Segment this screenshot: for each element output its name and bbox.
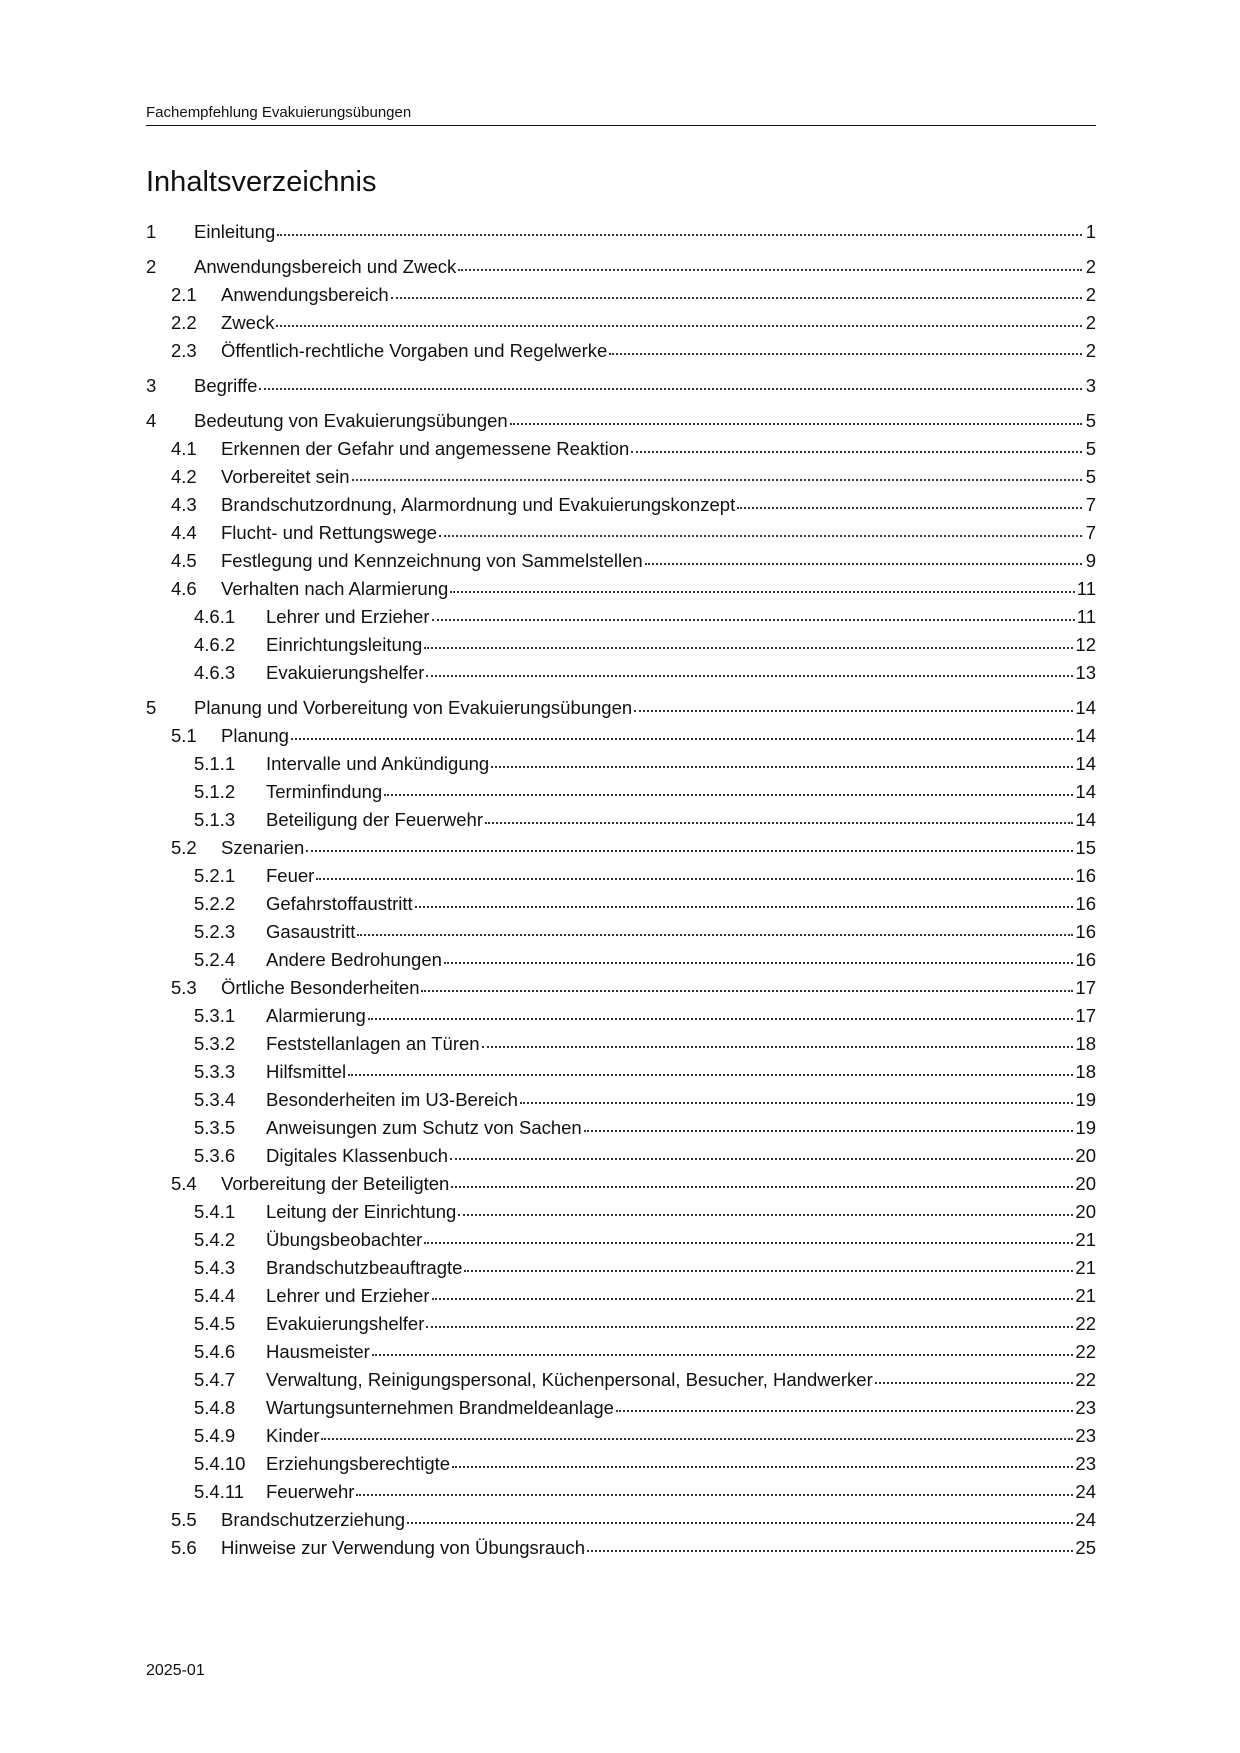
toc-entry-number: 2 xyxy=(146,256,157,277)
toc-entry[interactable] xyxy=(146,309,1096,337)
toc-dot-leader xyxy=(450,579,1074,593)
toc-dot-leader xyxy=(291,726,1074,740)
toc-entry-label[interactable]: Beteiligung der Feuerwehr xyxy=(266,809,483,830)
toc-dot-leader xyxy=(424,635,1073,649)
toc-entry[interactable] xyxy=(146,435,1096,463)
toc-entry-number: 5.3.1 xyxy=(194,1005,236,1026)
toc-entry-page-number: 20 xyxy=(1075,1173,1096,1194)
toc-entry-label[interactable]: Verhalten nach Alarmierung xyxy=(221,578,449,599)
toc-entry[interactable] xyxy=(146,806,1096,834)
toc-entry-label[interactable]: Brandschutzbeauftragte xyxy=(266,1257,463,1278)
toc-dot-leader xyxy=(464,1258,1073,1272)
toc-entry[interactable] xyxy=(146,1002,1096,1030)
toc-entry[interactable] xyxy=(146,750,1096,778)
toc-entry[interactable] xyxy=(146,1310,1096,1338)
toc-entry-number: 4.2 xyxy=(171,466,197,487)
toc-entry[interactable] xyxy=(146,372,1096,400)
toc-entry-page-number: 22 xyxy=(1075,1313,1096,1334)
toc-entry-page-number: 25 xyxy=(1075,1537,1096,1558)
toc-dot-leader xyxy=(426,663,1073,677)
toc-entry-number: 4.1 xyxy=(171,438,197,459)
toc-entry-label[interactable]: Anwendungsbereich xyxy=(221,284,389,305)
toc-entry[interactable] xyxy=(146,694,1096,722)
toc-entry-number: 4.6.2 xyxy=(194,634,236,655)
toc-entry-label[interactable]: Feuerwehr xyxy=(266,1481,355,1502)
toc-dot-leader xyxy=(432,607,1075,621)
toc-dot-leader xyxy=(357,922,1073,936)
toc-entry-label[interactable]: Feststellanlagen an Türen xyxy=(266,1033,480,1054)
toc-entry-page-number: 2 xyxy=(1085,284,1096,305)
toc-entry-number: 5.4.5 xyxy=(194,1313,236,1334)
toc-entry-page-number: 16 xyxy=(1075,921,1096,942)
toc-entry-page-number: 23 xyxy=(1075,1453,1096,1474)
toc-entry[interactable] xyxy=(146,1282,1096,1310)
toc-entry-page-number: 5 xyxy=(1085,438,1096,459)
toc-entry[interactable] xyxy=(146,659,1096,687)
toc-entry-label[interactable]: Vorbereitung der Beteiligten xyxy=(221,1173,450,1194)
toc-entry[interactable] xyxy=(146,1478,1096,1506)
toc-entry-page-number: 15 xyxy=(1075,837,1096,858)
toc-dot-leader xyxy=(407,1510,1073,1524)
toc-entry-page-number: 20 xyxy=(1075,1145,1096,1166)
toc-dot-leader xyxy=(259,376,1082,390)
toc-entry-number: 5.4.4 xyxy=(194,1285,236,1306)
toc-entry-page-number: 13 xyxy=(1075,662,1096,683)
toc-dot-leader xyxy=(510,411,1082,425)
toc-entry[interactable] xyxy=(146,1086,1096,1114)
toc-dot-leader xyxy=(587,1538,1073,1552)
toc-entry-number: 5.1 xyxy=(171,725,197,746)
toc-entry-label[interactable]: Begriffe xyxy=(194,375,258,396)
toc-entry[interactable] xyxy=(146,918,1096,946)
toc-dot-leader xyxy=(482,1034,1074,1048)
toc-entry-page-number: 2 xyxy=(1085,256,1096,277)
toc-dot-leader xyxy=(452,1454,1073,1468)
toc-dot-leader xyxy=(384,782,1073,796)
toc-entry-number: 5.2.4 xyxy=(194,949,236,970)
toc-entry[interactable] xyxy=(146,778,1096,806)
toc-dot-leader xyxy=(645,551,1082,565)
toc-entry-number: 5.4.7 xyxy=(194,1369,236,1390)
toc-entry-label[interactable]: Evakuierungshelfer xyxy=(266,662,425,683)
toc-dot-leader xyxy=(277,222,1082,236)
table-of-contents xyxy=(146,218,1096,1562)
toc-entry[interactable] xyxy=(146,253,1096,281)
toc-entry-number: 1 xyxy=(146,221,157,242)
toc-entry[interactable] xyxy=(146,1450,1096,1478)
toc-entry-page-number: 14 xyxy=(1075,753,1096,774)
toc-entry-label[interactable]: Kinder xyxy=(266,1425,320,1446)
toc-entry-number: 5.2.2 xyxy=(194,893,236,914)
toc-entry[interactable] xyxy=(146,1114,1096,1142)
toc-entry[interactable] xyxy=(146,1142,1096,1170)
toc-entry-page-number: 22 xyxy=(1075,1369,1096,1390)
toc-entry-label[interactable]: Einrichtungsleitung xyxy=(266,634,423,655)
toc-entry-page-number: 12 xyxy=(1075,634,1096,655)
toc-entry-page-number: 24 xyxy=(1075,1509,1096,1530)
toc-entry-page-number: 1 xyxy=(1085,221,1096,242)
toc-entry-number: 5.3.4 xyxy=(194,1089,236,1110)
toc-entry-page-number: 18 xyxy=(1075,1033,1096,1054)
toc-entry-label[interactable]: Szenarien xyxy=(221,837,305,858)
toc-entry-page-number: 14 xyxy=(1075,809,1096,830)
toc-dot-leader xyxy=(316,866,1073,880)
toc-dot-leader xyxy=(584,1118,1074,1132)
toc-entry-label[interactable]: Flucht- und Rettungswege xyxy=(221,522,437,543)
toc-dot-leader xyxy=(458,1202,1073,1216)
toc-entry-label[interactable]: Alarmierung xyxy=(266,1005,366,1026)
toc-entry-label[interactable]: Öffentlich-rechtliche Vorgaben und Regelwerke xyxy=(221,340,608,361)
toc-dot-leader xyxy=(426,1314,1073,1328)
toc-entry-number: 2.1 xyxy=(171,284,197,305)
page-title: Inhaltsverzeichnis xyxy=(146,166,377,198)
toc-entry[interactable] xyxy=(146,974,1096,1002)
toc-entry-label[interactable]: Leitung der Einrichtung xyxy=(266,1201,457,1222)
toc-entry-number: 5.4.10 xyxy=(194,1453,246,1474)
toc-entry-number: 4.3 xyxy=(171,494,197,515)
toc-entry[interactable] xyxy=(146,407,1096,435)
toc-dot-leader xyxy=(634,698,1073,712)
toc-entry-page-number: 20 xyxy=(1075,1201,1096,1222)
toc-entry-label[interactable]: Digitales Klassenbuch xyxy=(266,1145,449,1166)
toc-entry-page-number: 14 xyxy=(1075,725,1096,746)
toc-entry-number: 2.2 xyxy=(171,312,197,333)
toc-entry-page-number: 23 xyxy=(1075,1425,1096,1446)
toc-entry[interactable] xyxy=(146,519,1096,547)
toc-entry-label[interactable]: Vorbereitet sein xyxy=(221,466,350,487)
toc-entry-number: 5 xyxy=(146,697,157,718)
toc-entry-label[interactable]: Planung und Vorbereitung von Evakuierungsübungen xyxy=(194,697,633,718)
toc-entry-label[interactable]: Planung xyxy=(221,725,289,746)
toc-entry[interactable] xyxy=(146,218,1096,246)
toc-entry-page-number: 7 xyxy=(1085,494,1096,515)
toc-entry-page-number: 18 xyxy=(1075,1061,1096,1082)
toc-dot-leader xyxy=(520,1090,1073,1104)
toc-entry-number: 2.3 xyxy=(171,340,197,361)
toc-dot-leader xyxy=(458,257,1082,271)
toc-entry-label[interactable]: Einleitung xyxy=(194,221,276,242)
toc-entry-number: 5.6 xyxy=(171,1537,197,1558)
toc-entry-number: 5.1.3 xyxy=(194,809,236,830)
toc-dot-leader xyxy=(451,1174,1073,1188)
toc-entry-number: 5.4.3 xyxy=(194,1257,236,1278)
toc-entry[interactable] xyxy=(146,1506,1096,1534)
toc-entry-page-number: 24 xyxy=(1075,1481,1096,1502)
toc-entry-page-number: 7 xyxy=(1085,522,1096,543)
toc-dot-leader xyxy=(352,467,1082,481)
toc-entry[interactable] xyxy=(146,722,1096,750)
toc-entry[interactable] xyxy=(146,575,1096,603)
toc-entry-page-number: 21 xyxy=(1075,1257,1096,1278)
toc-entry[interactable] xyxy=(146,1338,1096,1366)
toc-dot-leader xyxy=(616,1398,1073,1412)
toc-entry[interactable] xyxy=(146,1534,1096,1562)
toc-entry-page-number: 14 xyxy=(1075,781,1096,802)
toc-entry-number: 3 xyxy=(146,375,157,396)
toc-entry-number: 5.1.2 xyxy=(194,781,236,802)
toc-entry-label[interactable]: Hilfsmittel xyxy=(266,1061,347,1082)
toc-dot-leader xyxy=(368,1006,1074,1020)
toc-dot-leader xyxy=(450,1146,1073,1160)
toc-entry-label[interactable]: Erziehungsberechtigte xyxy=(266,1453,451,1474)
page-footer-date: 2025-01 xyxy=(146,1662,205,1679)
toc-entry-page-number: 11 xyxy=(1076,578,1096,599)
toc-entry-number: 4.6 xyxy=(171,578,197,599)
toc-entry-number: 5.3.5 xyxy=(194,1117,236,1138)
toc-entry-label[interactable]: Terminfindung xyxy=(266,781,383,802)
toc-entry-number: 5.5 xyxy=(171,1509,197,1530)
toc-dot-leader xyxy=(415,894,1074,908)
toc-entry-page-number: 17 xyxy=(1075,1005,1096,1026)
toc-entry-label[interactable]: Verwaltung, Reinigungspersonal, Küchenpersonal, Besucher, Handwerker xyxy=(266,1369,873,1390)
toc-entry[interactable] xyxy=(146,463,1096,491)
toc-dot-leader xyxy=(372,1342,1074,1356)
toc-entry-label[interactable]: Lehrer und Erzieher xyxy=(266,1285,430,1306)
toc-entry-label[interactable]: Anweisungen zum Schutz von Sachen xyxy=(266,1117,582,1138)
toc-dot-leader xyxy=(306,838,1073,852)
toc-dot-leader xyxy=(609,341,1082,355)
toc-entry-label[interactable]: Übungsbeobachter xyxy=(266,1229,423,1250)
toc-dot-leader xyxy=(321,1426,1073,1440)
toc-dot-leader xyxy=(432,1286,1074,1300)
toc-entry-label[interactable]: Besonderheiten im U3-Bereich xyxy=(266,1089,518,1110)
toc-dot-leader xyxy=(421,978,1073,992)
toc-entry-number: 5.2 xyxy=(171,837,197,858)
toc-entry[interactable] xyxy=(146,1366,1096,1394)
toc-entry-number: 5.2.1 xyxy=(194,865,236,886)
toc-entry-page-number: 21 xyxy=(1075,1285,1096,1306)
toc-dot-leader xyxy=(875,1370,1074,1384)
toc-entry-label[interactable]: Intervalle und Ankündigung xyxy=(266,753,490,774)
toc-entry-page-number: 16 xyxy=(1075,865,1096,886)
toc-entry-number: 5.4.11 xyxy=(194,1481,245,1502)
toc-entry-page-number: 2 xyxy=(1085,340,1096,361)
toc-dot-leader xyxy=(491,754,1073,768)
toc-entry-page-number: 3 xyxy=(1085,375,1096,396)
toc-entry[interactable] xyxy=(146,491,1096,519)
toc-entry[interactable] xyxy=(146,1422,1096,1450)
toc-dot-leader xyxy=(356,1482,1073,1496)
toc-entry-page-number: 9 xyxy=(1085,550,1096,571)
toc-entry[interactable] xyxy=(146,1254,1096,1282)
page-header: Fachempfehlung Evakuierungsübungen xyxy=(146,104,1096,126)
toc-entry-number: 4.6.3 xyxy=(194,662,236,683)
toc-entry[interactable] xyxy=(146,1030,1096,1058)
toc-entry[interactable] xyxy=(146,631,1096,659)
toc-entry[interactable] xyxy=(146,603,1096,631)
toc-entry-number: 5.3.3 xyxy=(194,1061,236,1082)
toc-entry-label[interactable]: Evakuierungshelfer xyxy=(266,1313,425,1334)
toc-entry-page-number: 5 xyxy=(1085,410,1096,431)
toc-entry-page-number: 17 xyxy=(1075,977,1096,998)
toc-entry[interactable] xyxy=(146,890,1096,918)
toc-entry-number: 4 xyxy=(146,410,157,431)
toc-entry[interactable] xyxy=(146,1170,1096,1198)
toc-entry[interactable] xyxy=(146,1394,1096,1422)
toc-dot-leader xyxy=(485,810,1073,824)
toc-entry-number: 5.3.6 xyxy=(194,1145,236,1166)
toc-entry-label[interactable]: Festlegung und Kennzeichnung von Sammelstellen xyxy=(221,550,643,571)
toc-entry-number: 5.1.1 xyxy=(194,753,236,774)
toc-entry-number: 5.3 xyxy=(171,977,197,998)
toc-entry[interactable] xyxy=(146,1198,1096,1226)
toc-entry[interactable] xyxy=(146,337,1096,365)
toc-entry-number: 5.4.6 xyxy=(194,1341,236,1362)
toc-dot-leader xyxy=(439,523,1082,537)
toc-entry[interactable] xyxy=(146,281,1096,309)
toc-entry-page-number: 11 xyxy=(1076,606,1096,627)
toc-entry-label[interactable]: Andere Bedrohungen xyxy=(266,949,442,970)
toc-entry-label[interactable]: Gefahrstoffaustritt xyxy=(266,893,413,914)
toc-entry-number: 4.5 xyxy=(171,550,197,571)
toc-entry-page-number: 19 xyxy=(1075,1089,1096,1110)
toc-entry-page-number: 21 xyxy=(1075,1229,1096,1250)
toc-dot-leader xyxy=(737,495,1082,509)
toc-entry-number: 5.2.3 xyxy=(194,921,236,942)
toc-entry-label[interactable]: Örtliche Besonderheiten xyxy=(221,977,420,998)
toc-entry[interactable] xyxy=(146,834,1096,862)
toc-entry-page-number: 5 xyxy=(1085,466,1096,487)
toc-entry-number: 5.4 xyxy=(171,1173,197,1194)
toc-entry[interactable] xyxy=(146,1058,1096,1086)
toc-entry-number: 5.4.2 xyxy=(194,1229,236,1250)
toc-entry-page-number: 22 xyxy=(1075,1341,1096,1362)
toc-entry-page-number: 2 xyxy=(1085,312,1096,333)
toc-entry[interactable] xyxy=(146,862,1096,890)
toc-dot-leader xyxy=(276,313,1082,327)
toc-entry-label[interactable]: Hausmeister xyxy=(266,1341,370,1362)
toc-entry-number: 5.4.9 xyxy=(194,1425,236,1446)
toc-entry-page-number: 19 xyxy=(1075,1117,1096,1138)
toc-entry-label[interactable]: Brandschutzordnung, Alarmordnung und Evakuierungskonzept xyxy=(221,494,736,515)
toc-entry-label[interactable]: Feuer xyxy=(266,865,315,886)
toc-entry-page-number: 16 xyxy=(1075,893,1096,914)
toc-entry-page-number: 23 xyxy=(1075,1397,1096,1418)
toc-dot-leader xyxy=(348,1062,1073,1076)
toc-entry-label[interactable]: Brandschutzerziehung xyxy=(221,1509,406,1530)
toc-entry-label[interactable]: Bedeutung von Evakuierungsübungen xyxy=(194,410,508,431)
toc-entry-label[interactable]: Zweck xyxy=(221,312,275,333)
toc-entry-label[interactable]: Hinweise zur Verwendung von Übungsrauch xyxy=(221,1537,586,1558)
toc-entry-number: 5.4.8 xyxy=(194,1397,236,1418)
toc-entry-number: 4.6.1 xyxy=(194,606,236,627)
toc-entry-label[interactable]: Gasaustritt xyxy=(266,921,356,942)
toc-dot-leader xyxy=(424,1230,1073,1244)
toc-entry-number: 5.4.1 xyxy=(194,1201,236,1222)
toc-entry[interactable] xyxy=(146,547,1096,575)
toc-entry-number: 5.3.2 xyxy=(194,1033,236,1054)
toc-dot-leader xyxy=(391,285,1082,299)
toc-entry-number: 4.4 xyxy=(171,522,197,543)
toc-entry-label[interactable]: Anwendungsbereich und Zweck xyxy=(194,256,457,277)
toc-entry[interactable] xyxy=(146,946,1096,974)
toc-entry-label[interactable]: Erkennen der Gefahr und angemessene Reaktion xyxy=(221,438,630,459)
toc-entry-page-number: 14 xyxy=(1075,697,1096,718)
toc-entry-label[interactable]: Wartungsunternehmen Brandmeldeanlage xyxy=(266,1397,614,1418)
toc-entry-label[interactable]: Lehrer und Erzieher xyxy=(266,606,430,627)
toc-dot-leader xyxy=(444,950,1074,964)
toc-dot-leader xyxy=(631,439,1082,453)
toc-entry[interactable] xyxy=(146,1226,1096,1254)
toc-entry-page-number: 16 xyxy=(1075,949,1096,970)
